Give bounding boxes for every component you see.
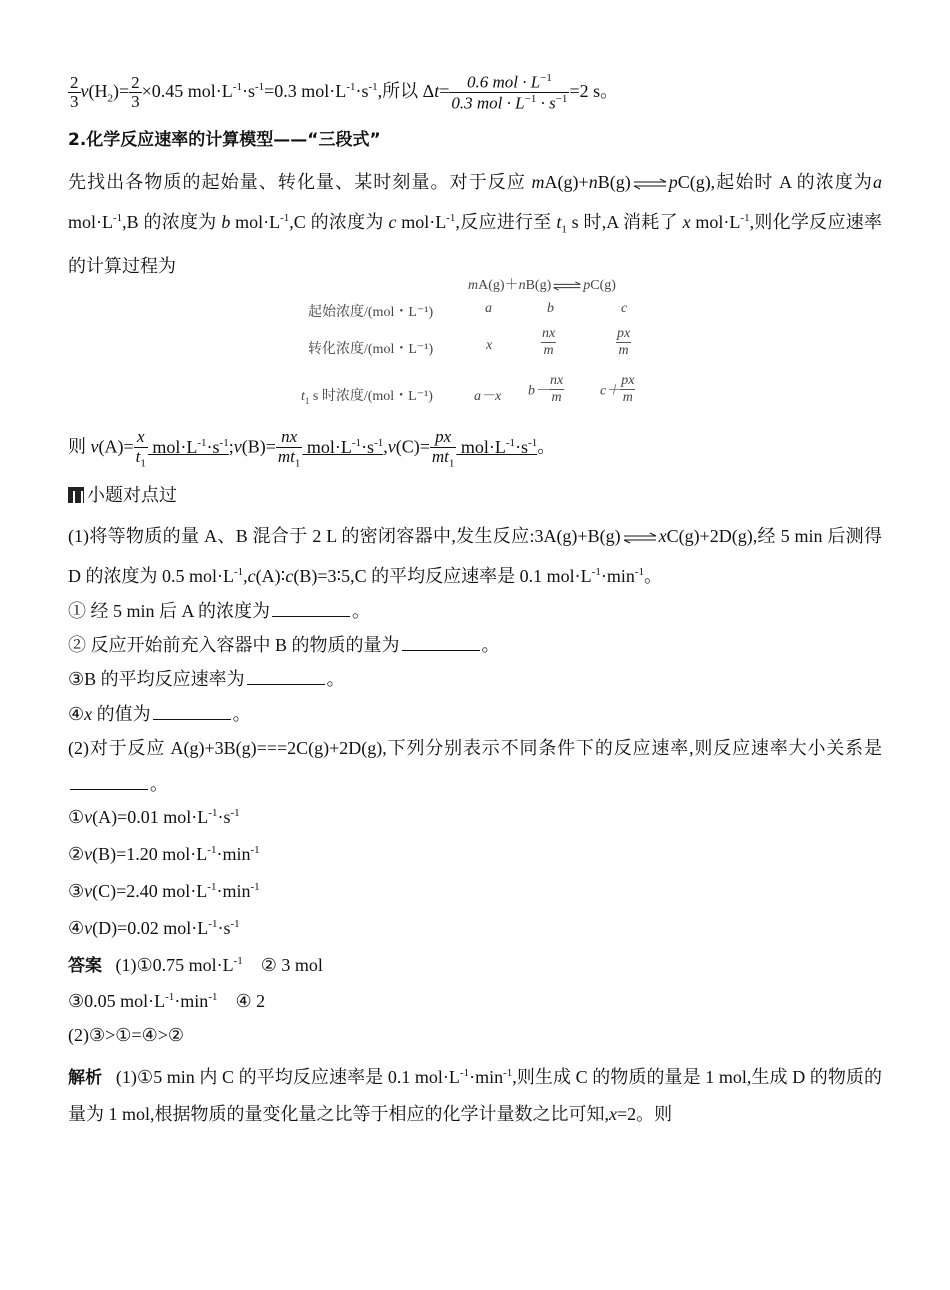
answer-blank <box>70 788 148 790</box>
q1-item-2: ② 反应开始前充入容器中 B 的物质的量为 。 <box>68 635 500 655</box>
row-t1-label: $t_1$ s 时浓度/(mol・L⁻¹) <box>301 389 433 406</box>
row-initial-b: b <box>547 301 554 316</box>
row-initial-a: a <box>485 301 492 316</box>
section-heading-three-stage: 2.化学反应速率的计算模型——“三段式” <box>68 130 381 150</box>
three-stage-table <box>298 268 668 413</box>
row-initial-label: 起始浓度/(mol・L⁻¹) <box>308 305 434 320</box>
answer-line-1: 答案 (1)①0.75 $mol\cdot L^{-1}$ ② 3 mol <box>68 955 323 976</box>
answer-blank <box>402 649 480 651</box>
answer-line-3: (2)③>①=④>② <box>68 1025 184 1045</box>
question-1: (1)将等物质的量 A、B 混合于 2 L 的密闭容器中,发生反应:3A(g)+B(g) xC(g)+2D(g),经 5 min 后测得 D 的浓度为 0.5 $mol\cdot L^{-1},c(A)∶c(B)=3∶5,C$ 的平均反应速率是 0.1 $mol\cdot L^{-1}\cdot\min^{-1}$。 <box>68 526 882 586</box>
paragraph-three-stage-intro: 先找出各物质的起始量、转化量、某时刻量。对于反应 mA(g)+nB(g) pC(g),起始时 A 的浓度为a $mol\cdot L^{-1},B$ 的浓度为 b $mol\cdot L^{-1},C$ 的浓度为 c $mol\cdot L^{-1}$,反应进行至 $t_1$ s 时,A 消耗了 x $mol\cdot L^{-1}$,则化学反应速率的计算过程为 <box>68 172 883 276</box>
analysis-paragraph: 解析 (1)①5 min 内 C 的平均反应速率是 0.1 $mol\cdot L^{-1}\cdot\min^{-1}$,则生成 C 的物质的量是 1 mol,生成 D 的物质的量为 1 mol,根据物质的量变化量之比等于相应的化学计量数之比可知,x=2。则 <box>68 1067 883 1124</box>
row-t1-b: b－ $\frac{nx}{m}$ <box>528 373 564 406</box>
formula-line-1: $\frac{2}{3}$ $v(H_2)=$ $\frac{2}{3}$ ×0.45 $mol\cdot L^{-1}\cdot s^{-1}=0.3$ $mol\cdot L^{-1}\cdot s^{-1}$,所以 Δt= $\frac{0.6 mol \cdot L^{-1}}{0.3 mol \cdot L^{-1} \cdot s^{-1}}$ =2 s。 <box>70 72 619 113</box>
fraction-two-thirds: $\frac{2}{3}$ <box>70 72 79 112</box>
row-t1-c: c＋ $\frac{px}{m}$ <box>600 373 635 406</box>
reversible-arrow-icon <box>552 281 582 291</box>
analysis-label: 解析 <box>68 1068 103 1088</box>
fraction-two-thirds-2: $\frac{2}{3}$ <box>131 72 140 112</box>
row-change-b: $\frac{nx}{m}$ <box>542 326 556 359</box>
q2-item-1: ①v(A)=0.01 $mol\cdot L^{-1}\cdot s^{-1}$ <box>68 807 240 827</box>
row-change-c: $\frac{px}{m}$ <box>617 326 631 359</box>
table-equation: mA(g)＋nB(g) pC(g) <box>468 278 616 293</box>
reversible-arrow-icon <box>622 532 658 544</box>
answer-label: 答案 <box>68 956 102 976</box>
q1-item-1: ① 经 5 min 后 A 的浓度为 。 <box>68 601 371 621</box>
q1-item-4: ④x 的值为 。 <box>68 704 251 724</box>
answer-blank <box>272 615 350 617</box>
fraction-delta-t: $\frac{0.6 mol \cdot L^{-1}}{0.3 mol \cdot L^{-1} \cdot s^{-1}}$ <box>451 72 568 113</box>
q2-item-3: ③v(C)=2.40 $mol\cdot L^{-1}\cdot\min^{-1}$ <box>68 881 260 901</box>
section-title-practice: 小题对点过 <box>68 487 177 505</box>
q1-item-3: ③B 的平均反应速率为 。 <box>68 669 345 689</box>
answer-blank <box>247 683 325 685</box>
row-change-a: x <box>486 338 493 353</box>
q2-item-2: ②v(B)=1.20 $mol\cdot L^{-1}\cdot\min^{-1}$ <box>68 844 260 864</box>
row-t1-a: a－x <box>474 389 502 404</box>
q2-item-4: ④v(D)=0.02 $mol\cdot L^{-1}\cdot s^{-1}$ <box>68 918 240 938</box>
answer-line-2: ③0.05 $mol\cdot L^{-1}\cdot\min^{-1}$ ④ 2 <box>68 991 266 1011</box>
section-icon <box>68 487 84 503</box>
reversible-arrow-icon <box>632 178 668 190</box>
answer-blank <box>153 718 231 720</box>
row-change-label: 转化浓度/(mol・L⁻¹) <box>308 342 434 357</box>
row-initial-c: c <box>621 301 628 316</box>
rate-formula-line: 则 v(A)= $\frac{x}{t_1}$ $mol\cdot L^{-1}\cdot s^{-1};v(B)=$ $\frac{nx}{mt_1}$ $mol\cdot L^{-1}\cdot s^{-1},v(C)=$ $\frac{px}{mt_1}$ $mol\cdot L^{-1}\cdot s^{-1}$。 <box>68 427 556 470</box>
question-2: (2)对于反应 A(g)+3B(g)===2C(g)+2D(g),下列分别表示不同条件下的反应速率,则反应速率大小关系是。 <box>68 738 882 794</box>
